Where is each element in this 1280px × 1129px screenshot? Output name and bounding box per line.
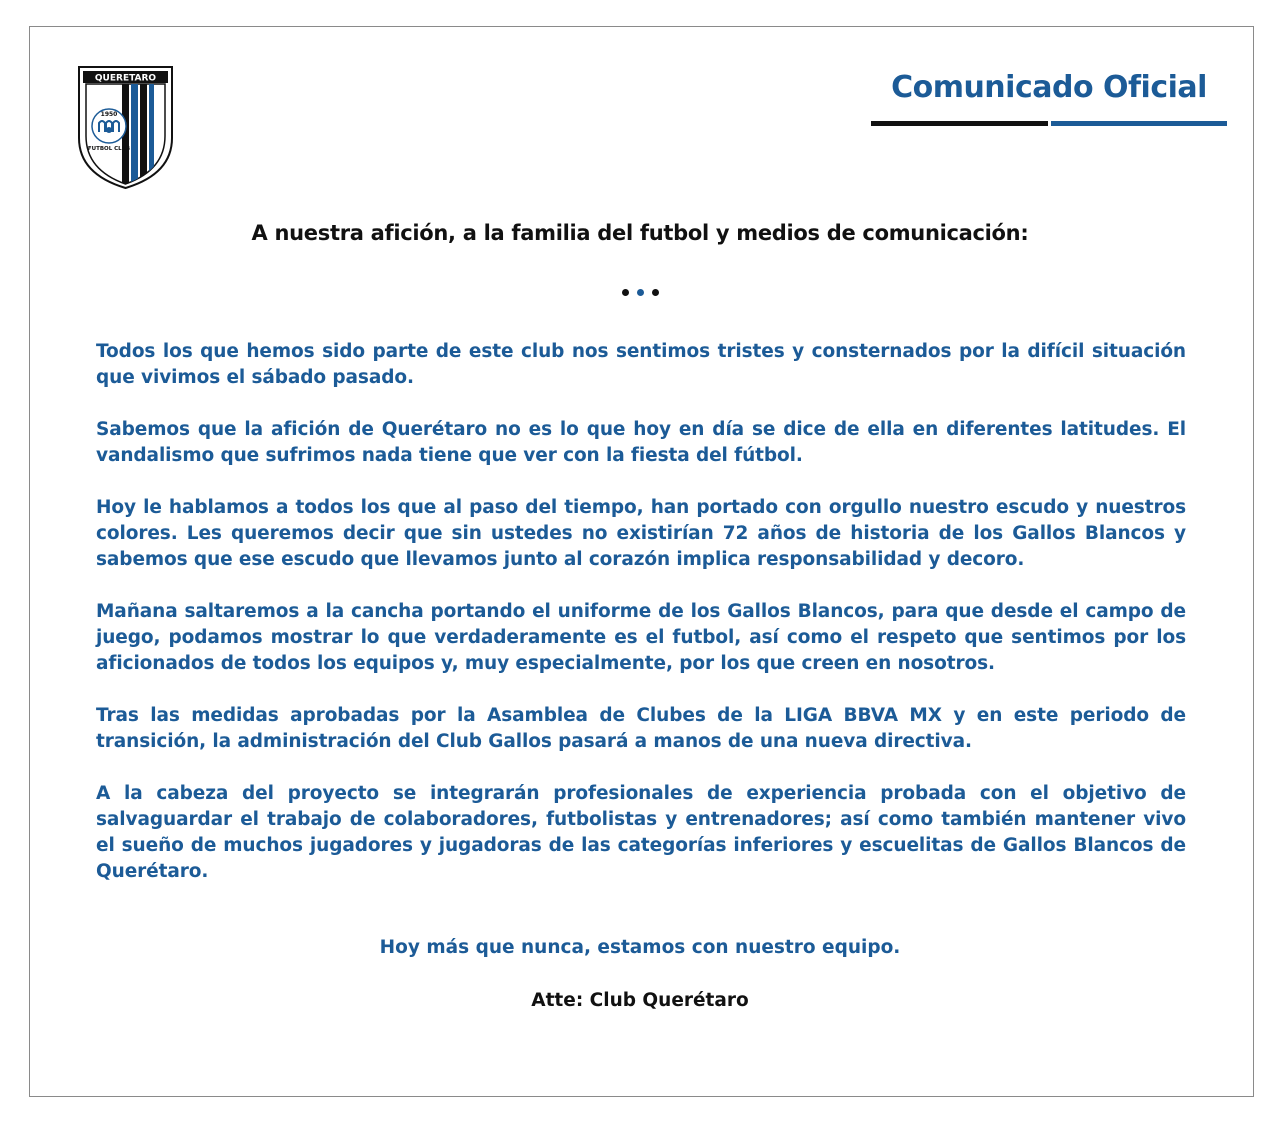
statement-paragraph: Todos los que hemos sido parte de este club nos sentimos tristes y consternados por la difícil situación que vivimos el sábado pasado. (96, 341, 1186, 388)
statement-paragraph: A la cabeza del proyecto se integrarán profesionales de experiencia probada con el objetivo de salvaguardar el trabajo de colaboradores, futbolistas y entrenadores; así como también mantener vivo el sueño de muchos jugadores y jugadoras de las categorías inferiores y escuelitas de Gallos Blancos de Querétaro. (96, 783, 1186, 882)
closing-line: Hoy más que nunca, estamos con nuestro equipo. (379, 937, 901, 958)
separator-dots (622, 289, 662, 297)
title-rule-blue (1051, 121, 1227, 126)
crest-name-text: QUERETARO (94, 73, 157, 84)
crest-year-text: 1950 (100, 111, 118, 118)
statement-paragraph: Mañana saltaremos a la cancha portando el uniforme de los Gallos Blancos, para que desde el campo de juego, podamos mostrar lo que verdaderamente es el futbol, así como el respeto que sentimos por los aficionados de todos los equipos y, muy especialmente, por los que creen en nosotros. (96, 601, 1186, 674)
signature-line: Atte: Club Querétaro (531, 990, 749, 1011)
statement-paragraph: Tras las medidas aprobadas por la Asamblea de Clubes de la LIGA BBVA MX y en este periodo de transición, la administración del Club Gallos pasará a manos de una nueva directiva. (96, 705, 1186, 752)
statement-body (96, 339, 1186, 911)
club-crest-logo (78, 66, 173, 189)
crest-club-text: FUTBOL CLUB (87, 146, 131, 152)
crest-stripe (131, 84, 138, 184)
statement-paragraph: Hoy le hablamos a todos los que al paso del tiempo, han portado con orgullo nuestro escudo y nuestros colores. Les queremos decir que sin ustedes no existirían 72 años de historia de los Gallos Blancos y sabemos que ese escudo que llevamos junto al corazón implica responsabilidad y decoro. (96, 497, 1186, 570)
separator-dot (622, 289, 629, 296)
statement-paragraph: Sabemos que la afición de Querétaro no es lo que hoy en día se dice de ella en diferentes latitudes. El vandalismo que sufrimos nada tiene que ver con la fiesta del fútbol. (96, 419, 1186, 466)
separator-dot (637, 289, 644, 296)
crest-ball (106, 127, 112, 133)
separator-dot (652, 289, 659, 296)
document-title: Comunicado Oficial (891, 70, 1207, 105)
title-rule-black (871, 121, 1048, 126)
crest-stripe (140, 84, 147, 184)
salutation-heading: A nuestra afición, a la familia del futbol y medios de comunicación: (251, 221, 1029, 245)
